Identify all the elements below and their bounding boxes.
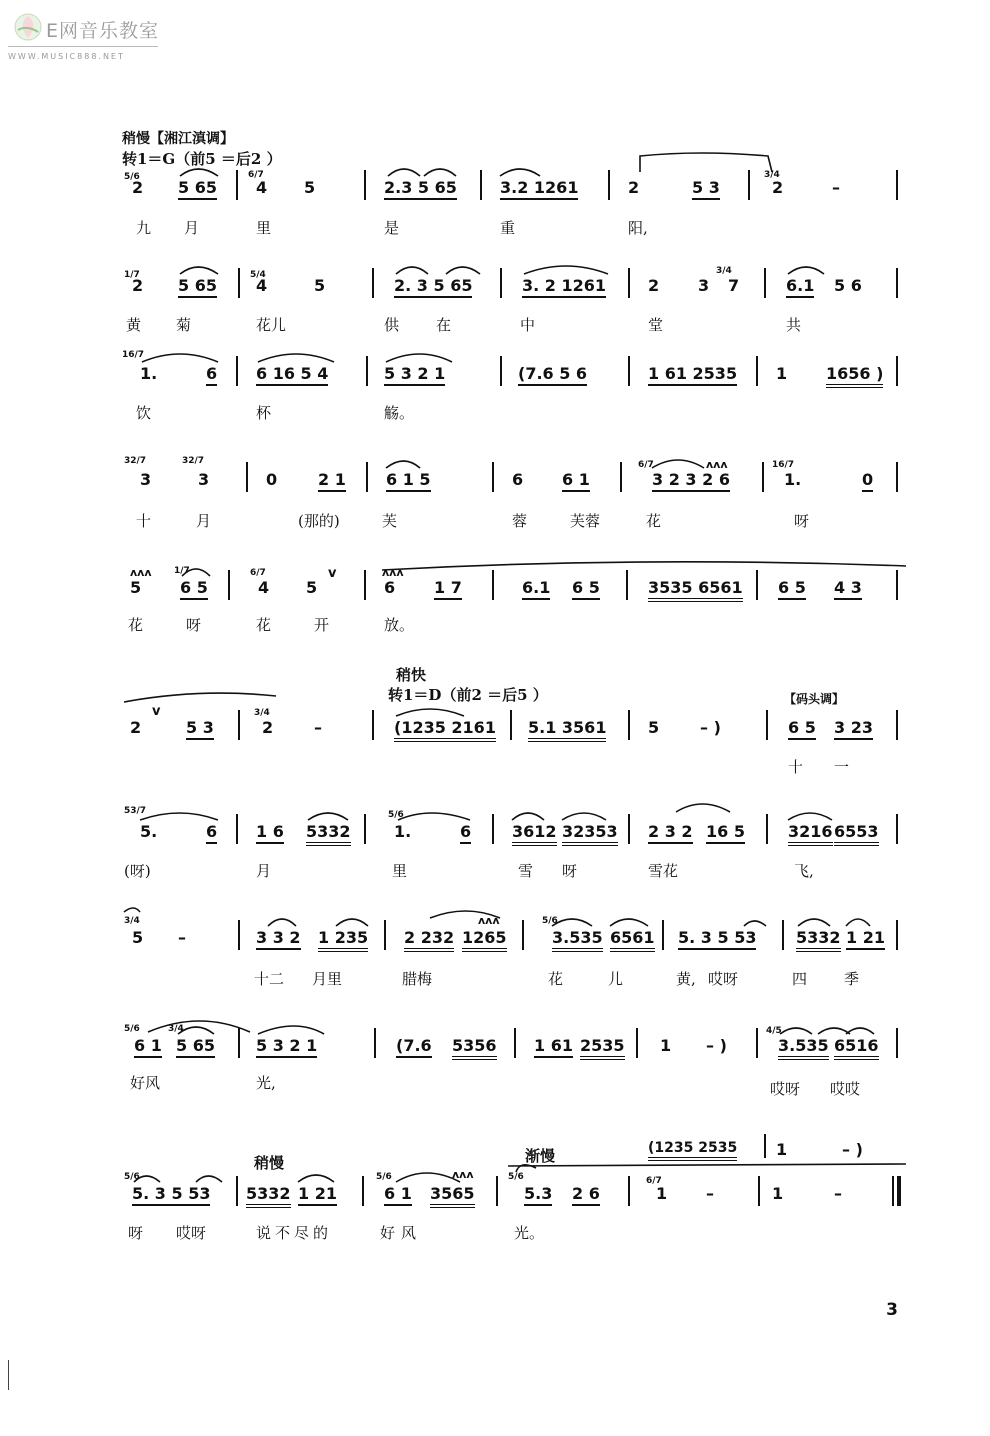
note: 2 3 2 [648, 822, 693, 844]
trill-icon: ʌʌʌ [706, 458, 728, 471]
grace-note: 5/6 [376, 1172, 392, 1182]
lyric: 重 [500, 219, 516, 237]
logo-text: E网音乐教室 [46, 20, 160, 42]
lyric: 是 [384, 219, 400, 237]
grace-note: 3/4 [254, 708, 270, 718]
note: 32353 [562, 822, 618, 846]
grace-note: 5/6 [124, 172, 140, 182]
note: 2 [132, 276, 144, 295]
note: 5 65 [176, 1036, 215, 1058]
note: 3535 6561 [648, 578, 743, 602]
grace-note: 6/7 [646, 1176, 662, 1186]
note: 5 65 [178, 178, 217, 200]
note: 4 [258, 578, 270, 597]
note: 6561 [610, 928, 655, 952]
lyric: 花 [128, 616, 144, 634]
note: 1. [394, 822, 412, 841]
note: – [178, 928, 186, 947]
lyric: 觞。 [384, 404, 415, 422]
note: 4 [256, 276, 268, 295]
lyric: 芙 [382, 512, 398, 530]
note: 1. [784, 470, 802, 489]
lyric: 呀 [794, 512, 810, 530]
note: – ) [706, 1036, 727, 1055]
grace-note: 5/6 [124, 1024, 140, 1034]
grace-note: 3/4 [764, 170, 780, 180]
tempo-mark-3: 稍慢 [254, 1154, 285, 1172]
logo-url: WWW.MUSIC888.NET [8, 52, 125, 61]
grace-note: 32/7 [124, 456, 147, 466]
key-change-1: 转1＝G（前5 ＝后2 ） [122, 150, 282, 168]
grace-note: 16/7 [122, 350, 145, 360]
note: 16 5 [706, 822, 745, 844]
note: 2 [132, 178, 144, 197]
note: (7.6 [396, 1036, 432, 1058]
lyric: (那的) [298, 512, 340, 530]
note: 5.3 [524, 1184, 552, 1206]
lyric: 蓉 [512, 512, 528, 530]
note: 5 [306, 578, 318, 597]
lyric: 雪花 [648, 862, 679, 880]
note: 5 [132, 928, 144, 947]
note: 3 3 2 [256, 928, 301, 950]
note: 1 [660, 1036, 672, 1055]
note: 6 [460, 822, 471, 844]
note: 6.1 [522, 578, 550, 600]
note: 5332 [246, 1184, 291, 1208]
grace-note: 32/7 [182, 456, 205, 466]
lyric: 放。 [384, 616, 415, 634]
note: 5356 [452, 1036, 497, 1060]
lyric: 菊 [176, 316, 192, 334]
lyric: 飞, [794, 862, 814, 880]
page-number: 3 [886, 1300, 898, 1320]
grace-note: 1/7 [174, 566, 190, 576]
note: 3 23 [834, 718, 873, 740]
lyric: 共 [786, 316, 802, 334]
note: 3.2 1261 [500, 178, 578, 200]
note: (1235 2161 [394, 718, 496, 742]
note: – ) [700, 718, 721, 737]
note: 3. 2 1261 [522, 276, 606, 298]
grace-note: 5/6 [388, 810, 404, 820]
lyric: 月 [256, 862, 272, 880]
lyric: 花 [256, 616, 272, 634]
note: 5 6 [834, 276, 862, 295]
note: 6 5 [180, 578, 208, 600]
note: 4 [256, 178, 268, 197]
lyric: 九 [136, 219, 152, 237]
note: 5 65 [178, 276, 217, 298]
note: 6 5 [572, 578, 600, 600]
note: 6 [512, 470, 524, 489]
grace-note: 4/5 [766, 1026, 782, 1036]
note: 6 5 [778, 578, 806, 600]
note: 2535 [580, 1036, 625, 1060]
lyric: 黄, [676, 970, 696, 988]
note: 1 [776, 1140, 788, 1159]
note: 5 3 [692, 178, 720, 200]
grace-note: 6/7 [250, 568, 266, 578]
note: – [832, 178, 840, 197]
note: 0 [862, 470, 873, 492]
lyric: 里 [256, 219, 272, 237]
note: 2 [262, 718, 274, 737]
note: 5. 3 5 53 [678, 928, 756, 950]
lyric: 月 [196, 512, 212, 530]
note: 1265 [462, 928, 507, 952]
tune-mark: 【码头调】 [784, 692, 845, 706]
note: 1. [140, 364, 158, 383]
note: 2 [130, 718, 142, 737]
lyric: 呀 [562, 862, 578, 880]
note: 2 6 [572, 1184, 600, 1206]
key-change-2: 转1＝D（前2 ＝后5 ） [388, 686, 548, 704]
note: 5. [140, 822, 158, 841]
note: 7 [728, 276, 740, 295]
note: 1 7 [434, 578, 462, 600]
lyric: 哎呀 [770, 1080, 801, 1098]
note: 2.3 5 65 [384, 178, 457, 200]
note: – [314, 718, 322, 737]
grace-note: 3/4 [168, 1024, 184, 1034]
note: 6 5 [788, 718, 816, 740]
lyric: 哎呀 [708, 970, 739, 988]
note: 5 [648, 718, 660, 737]
note: 3 2 3 2 6 [652, 470, 730, 492]
tempo-mark-4: 渐慢 [525, 1147, 556, 1165]
lyric: 花 [548, 970, 564, 988]
note: 6 1 5 [386, 470, 431, 492]
grace-note: 16/7 [772, 460, 795, 470]
note: 6516 [834, 1036, 879, 1060]
lyric: 一 [834, 758, 850, 776]
note: 2 [772, 178, 784, 197]
note: 6553 [834, 822, 879, 846]
note: 5 [304, 178, 316, 197]
note: 6 [206, 364, 217, 386]
lyric: 月里 [312, 970, 343, 988]
note: 1 6 [256, 822, 284, 844]
grace-note: 3/4 [124, 916, 140, 926]
grace-note: 5/4 [250, 270, 266, 280]
note: 6.1 [786, 276, 814, 298]
trill-icon: ʌʌʌ [382, 566, 404, 579]
lyric: 说不尽的 [256, 1224, 333, 1242]
note: 1 [776, 364, 788, 383]
tempo-mark-1: 稍慢【湘江滇调】 [122, 131, 234, 147]
note: 2 1 [318, 470, 346, 492]
grace-note: 1/7 [124, 270, 140, 280]
note: 3216 [788, 822, 833, 846]
note: 3.535 [552, 928, 603, 952]
note: 1 [656, 1184, 668, 1203]
note: 1 61 [534, 1036, 573, 1058]
note: 5 3 2 1 [256, 1036, 317, 1058]
lyric: 十 [788, 758, 804, 776]
note: 3 [198, 470, 210, 489]
grace-note: 6/7 [248, 170, 264, 180]
note: 6 [206, 822, 217, 844]
lyric: 花儿 [256, 316, 287, 334]
note: – [706, 1184, 714, 1203]
note: 5.1 3561 [528, 718, 606, 742]
note: 5332 [306, 822, 351, 846]
lyric: 哎呀 [176, 1224, 207, 1242]
lyric: 呀 [128, 1224, 144, 1242]
lyric: 里 [392, 862, 408, 880]
lyric: 在 [436, 316, 452, 334]
note: 1 21 [846, 928, 885, 950]
tempo-mark-2: 稍快 [396, 666, 427, 684]
lyric: 光, [256, 1074, 276, 1092]
lyric: 儿 [608, 970, 624, 988]
lyric: 呀 [186, 616, 202, 634]
note: 1 61 2535 [648, 364, 737, 386]
note: 1 235 [318, 928, 368, 952]
breath-mark-icon: v [328, 566, 337, 581]
lyric: 黄 [126, 316, 142, 334]
note: 6 1 [562, 470, 590, 492]
lyric: 好风 [130, 1074, 161, 1092]
lyric: 季 [844, 970, 860, 988]
note: 1656 ) [826, 364, 883, 388]
note: (7.6 5 6 [518, 364, 587, 386]
lyric: 开 [314, 616, 330, 634]
breath-mark-icon: v [152, 704, 161, 719]
trill-icon: ʌʌʌ [130, 566, 152, 579]
note: 3 [140, 470, 152, 489]
grace-note: 6/7 [638, 460, 654, 470]
lyric: 十二 [254, 970, 285, 988]
note: 6 16 5 4 [256, 364, 328, 386]
lyric: 十 [136, 512, 152, 530]
note: 6 [384, 578, 396, 597]
lyric: 雪 [518, 862, 534, 880]
note: 5332 [796, 928, 841, 952]
lyric: 阳, [628, 219, 648, 237]
lyric: 光。 [514, 1224, 545, 1242]
note: 1 21 [298, 1184, 337, 1206]
note: 2 232 [404, 928, 454, 952]
lyric: 好风 [380, 1224, 423, 1242]
note: 3565 [430, 1184, 475, 1208]
note: 5 3 [186, 718, 214, 740]
note: 2 [648, 276, 660, 295]
grace-note: 53/7 [124, 806, 147, 816]
lyric: 芙蓉 [570, 512, 601, 530]
note: 5 [130, 578, 142, 597]
note: 1 [772, 1184, 784, 1203]
note: 5 [314, 276, 326, 295]
note: 6 1 [384, 1184, 412, 1206]
note: 6 1 [134, 1036, 162, 1058]
lyric: 四 [792, 970, 808, 988]
note: (1235 2535 [648, 1140, 737, 1161]
grace-note: 5/6 [124, 1172, 140, 1182]
lyric: 堂 [648, 316, 664, 334]
note: 5. 3 5 53 [132, 1184, 210, 1206]
lyric: 腊梅 [402, 970, 433, 988]
note: 5 3 2 1 [384, 364, 445, 386]
trill-icon: ʌʌʌ [452, 1168, 474, 1181]
grace-note: 3/4 [716, 266, 732, 276]
note: – [834, 1184, 842, 1203]
note: 3 [698, 276, 710, 295]
note: 4 3 [834, 578, 862, 600]
note: 3.535 [778, 1036, 829, 1060]
lyric: (呀) [124, 862, 151, 880]
grace-note: 5/6 [508, 1172, 524, 1182]
lyric: 杯 [256, 404, 272, 422]
note: – ) [842, 1140, 863, 1159]
lyric: 中 [520, 316, 536, 334]
lyric: 月 [184, 219, 200, 237]
note: 2. 3 5 65 [394, 276, 472, 298]
lyric: 供 [384, 316, 400, 334]
lyric: 饮 [136, 404, 152, 422]
grace-note: 5/6 [542, 916, 558, 926]
note: 0 [266, 470, 278, 489]
lyric: 花 [646, 512, 662, 530]
note: 3612 [512, 822, 557, 846]
trill-icon: ʌʌʌ [478, 914, 500, 927]
lyric: 哎哎 [830, 1080, 861, 1098]
note: 2 [628, 178, 640, 197]
